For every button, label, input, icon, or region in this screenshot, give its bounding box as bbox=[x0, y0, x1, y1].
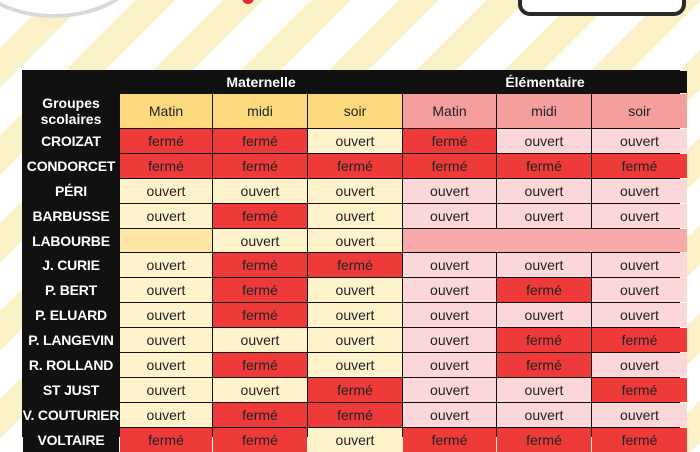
row-label: R. ROLLAND bbox=[23, 353, 119, 377]
maternelle-midi-cell: ouvert bbox=[213, 378, 307, 402]
maternelle-soir-cell: ouvert bbox=[308, 204, 402, 228]
maternelle-midi-cell: fermé bbox=[213, 253, 307, 277]
maternelle-midi-cell: fermé bbox=[213, 154, 307, 178]
elementaire-midi-cell: fermé bbox=[497, 428, 591, 452]
maternelle-midi-cell: fermé bbox=[213, 403, 307, 427]
maternelle-midi-cell: fermé bbox=[213, 353, 307, 377]
row-label: CROIZAT bbox=[23, 129, 119, 153]
elementaire-matin-cell: ouvert bbox=[403, 204, 496, 228]
elementaire-midi-cell: ouvert bbox=[497, 179, 591, 203]
row-label: LABOURBE bbox=[23, 229, 119, 253]
maternelle-matin-cell: fermé bbox=[120, 428, 212, 452]
maternelle-midi-cell: fermé bbox=[213, 129, 307, 153]
elementaire-midi-cell: ouvert bbox=[497, 253, 591, 277]
elementaire-midi-cell: ouvert bbox=[497, 129, 591, 153]
decorative-box bbox=[518, 0, 686, 16]
maternelle-matin-cell: ouvert bbox=[120, 278, 212, 302]
elementaire-matin-cell: fermé bbox=[403, 428, 496, 452]
maternelle-matin-cell: ouvert bbox=[120, 353, 212, 377]
elementaire-matin-cell: ouvert bbox=[403, 353, 496, 377]
elementaire-header: Élémentaire bbox=[403, 71, 687, 93]
maternelle-midi-cell: ouvert bbox=[213, 328, 307, 352]
elementaire-midi-cell: ouvert bbox=[497, 378, 591, 402]
elementaire-soir-cell: fermé bbox=[592, 378, 687, 402]
elementaire-matin-cell: fermé bbox=[403, 129, 496, 153]
elementaire-soir-cell: ouvert bbox=[592, 278, 687, 302]
row-label: BARBUSSE bbox=[23, 204, 119, 228]
maternelle-matin-cell: ouvert bbox=[120, 403, 212, 427]
elementaire-matin-cell: ouvert bbox=[403, 278, 496, 302]
maternelle-midi-cell: ouvert bbox=[213, 229, 307, 253]
maternelle-soir-cell: ouvert bbox=[308, 129, 402, 153]
maternelle-matin-cell: fermé bbox=[120, 129, 212, 153]
elementaire-midi-header: midi bbox=[497, 94, 591, 128]
maternelle-soir-cell: ouvert bbox=[308, 328, 402, 352]
decorative-circle bbox=[0, 0, 148, 18]
maternelle-matin-cell: ouvert bbox=[120, 179, 212, 203]
elementaire-soir-header: soir bbox=[592, 94, 687, 128]
elementaire-soir-cell: fermé bbox=[592, 428, 687, 452]
maternelle-matin-cell bbox=[120, 229, 212, 253]
elementaire-matin-cell: ouvert bbox=[403, 179, 496, 203]
maternelle-matin-cell: ouvert bbox=[120, 204, 212, 228]
maternelle-soir-cell: fermé bbox=[308, 403, 402, 427]
elementaire-matin-cell: ouvert bbox=[403, 378, 496, 402]
elementaire-soir-cell: ouvert bbox=[592, 353, 687, 377]
maternelle-midi-cell: fermé bbox=[213, 278, 307, 302]
row-label: PÉRI bbox=[23, 179, 119, 203]
groupes-label-line2: scolaires bbox=[40, 111, 102, 127]
row-label: VOLTAIRE bbox=[23, 428, 119, 452]
elementaire-soir-cell: ouvert bbox=[592, 403, 687, 427]
elementaire-soir-cell: ouvert bbox=[592, 204, 687, 228]
maternelle-soir-cell: ouvert bbox=[308, 179, 402, 203]
maternelle-soir-cell: fermé bbox=[308, 378, 402, 402]
maternelle-matin-cell: ouvert bbox=[120, 378, 212, 402]
elementaire-soir-cell: ouvert bbox=[592, 179, 687, 203]
elementaire-midi-cell: fermé bbox=[497, 353, 591, 377]
maternelle-soir-cell: ouvert bbox=[308, 278, 402, 302]
maternelle-matin-cell: fermé bbox=[120, 154, 212, 178]
decorative-red-mark bbox=[242, 0, 254, 4]
elementaire-soir-cell: fermé bbox=[592, 328, 687, 352]
maternelle-midi-header: midi bbox=[213, 94, 307, 128]
row-label: V. COUTURIER bbox=[23, 403, 119, 427]
maternelle-soir-cell: fermé bbox=[308, 253, 402, 277]
school-hours-table bbox=[22, 70, 680, 448]
elementaire-matin-cell: ouvert bbox=[403, 328, 496, 352]
maternelle-midi-cell: ouvert bbox=[213, 179, 307, 203]
elementaire-midi-cell: fermé bbox=[497, 154, 591, 178]
elementaire-matin-cell: ouvert bbox=[403, 253, 496, 277]
maternelle-soir-cell: ouvert bbox=[308, 229, 402, 253]
elementaire-matin-cell: ouvert bbox=[403, 403, 496, 427]
maternelle-matin-header: Matin bbox=[120, 94, 212, 128]
elementaire-matin-header: Matin bbox=[403, 94, 496, 128]
elementaire-midi-cell: fermé bbox=[497, 328, 591, 352]
maternelle-matin-cell: ouvert bbox=[120, 328, 212, 352]
maternelle-soir-cell: ouvert bbox=[308, 353, 402, 377]
maternelle-midi-cell: fermé bbox=[213, 428, 307, 452]
maternelle-matin-cell: ouvert bbox=[120, 303, 212, 327]
row-label: P. BERT bbox=[23, 278, 119, 302]
maternelle-header: Maternelle bbox=[120, 71, 402, 93]
groupes-label-line1: Groupes bbox=[42, 95, 100, 111]
groupes-scolaires-header bbox=[23, 94, 119, 128]
row-label: CONDORCET bbox=[23, 154, 119, 178]
elementaire-soir-cell: ouvert bbox=[592, 129, 687, 153]
elementaire-midi-cell: ouvert bbox=[497, 303, 591, 327]
row-label: P. LANGEVIN bbox=[23, 328, 119, 352]
maternelle-soir-header: soir bbox=[308, 94, 402, 128]
elementaire-soir-cell: fermé bbox=[592, 154, 687, 178]
maternelle-midi-cell: fermé bbox=[213, 303, 307, 327]
elementaire-soir-cell: ouvert bbox=[592, 303, 687, 327]
elementaire-matin-cell: ouvert bbox=[403, 303, 496, 327]
maternelle-soir-cell: ouvert bbox=[308, 303, 402, 327]
elementaire-midi-cell: fermé bbox=[497, 278, 591, 302]
elementaire-soir-cell: ouvert bbox=[592, 253, 687, 277]
maternelle-midi-cell: fermé bbox=[213, 204, 307, 228]
maternelle-soir-cell: ouvert bbox=[308, 428, 402, 452]
elementaire-empty-cell bbox=[403, 229, 687, 253]
row-label: ST JUST bbox=[23, 378, 119, 402]
row-label: J. CURIE bbox=[23, 253, 119, 277]
elementaire-matin-cell: fermé bbox=[403, 154, 496, 178]
elementaire-midi-cell: ouvert bbox=[497, 403, 591, 427]
maternelle-matin-cell: ouvert bbox=[120, 253, 212, 277]
maternelle-soir-cell: fermé bbox=[308, 154, 402, 178]
table-corner bbox=[23, 71, 119, 93]
elementaire-midi-cell: ouvert bbox=[497, 204, 591, 228]
row-label: P. ELUARD bbox=[23, 303, 119, 327]
